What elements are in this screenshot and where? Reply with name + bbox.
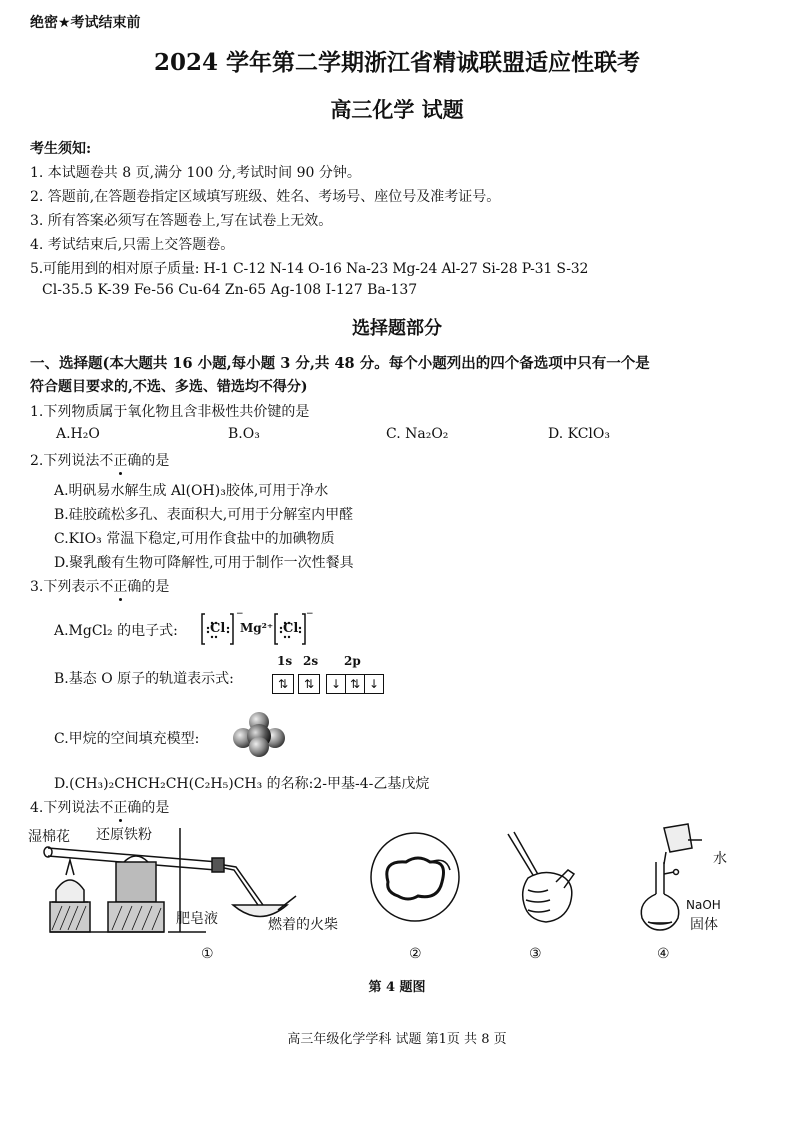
label-burning-match: 燃着的火柴 xyxy=(268,917,338,933)
q2-option-a: A.明矾易水解生成 Al(OH)₃胶体,可用于净水 xyxy=(54,483,329,499)
q1-option-d: D. KClO₃ xyxy=(548,426,610,442)
question-2-stem xyxy=(30,450,169,470)
notice-item: 1. 本试题卷共 8 页,满分 100 分,考试时间 90 分钟。 xyxy=(30,165,361,181)
orbital-box-2p-1: ↓ xyxy=(326,674,346,694)
notice-item: Cl-35.5 K-39 Fe-56 Cu-64 Zn-65 Ag-108 I-127 Ba-137 xyxy=(42,282,418,298)
notice-item: 5.可能用到的相对原子质量: H-1 C-12 N-14 O-16 Na-23 Mg-24 Al-27 Si-28 P-31 S-32 xyxy=(30,261,589,277)
stem-text: 的是 xyxy=(141,453,170,469)
orbital-box-2p-3: ↓ xyxy=(364,674,384,694)
chlorine-symbol: Cl xyxy=(283,621,299,636)
notice-item: 3. 所有答案必须写在答题卷上,写在试卷上无效。 xyxy=(30,213,333,229)
q2-option-b: B.硅胶疏松多孔、表面积大,可用于分解室内甲醛 xyxy=(54,507,354,523)
figure-marker-2: ② xyxy=(409,946,422,962)
question-3-stem xyxy=(30,576,169,596)
orbital-box-1s: ⇅ xyxy=(272,674,294,694)
label-wet-cotton: 湿棉花 xyxy=(28,829,70,845)
orbital-label-2s: 2s xyxy=(303,654,319,668)
question-1-stem: 1.下列物质属于氧化物且含非极性共价键的是 xyxy=(30,404,310,420)
stem-text: 3.下列表示 xyxy=(30,579,100,595)
notice-item: 2. 答题前,在答题卷指定区域填写班级、姓名、考场号、座位号及准考证号。 xyxy=(30,189,501,205)
exam-subtitle: 高三化学 试题 xyxy=(330,97,464,122)
svg-text:−: − xyxy=(236,609,244,619)
q1-option-b: B.O₃ xyxy=(228,426,260,442)
figure-marker-1: ① xyxy=(201,946,214,962)
orbital-box-2s: ⇅ xyxy=(298,674,320,694)
figure-caption: 第 4 题图 xyxy=(368,980,426,995)
q3-option-a: A.MgCl₂ 的电子式: xyxy=(54,623,178,639)
label-iron-powder: 还原铁粉 xyxy=(96,827,152,843)
stem-text: 4.下列说法 xyxy=(30,800,100,816)
methane-model xyxy=(230,710,288,758)
orbital-label-2p: 2p xyxy=(344,654,361,668)
magnesium-ion: Mg²⁺ xyxy=(240,621,274,635)
q2-option-d: D.聚乳酸有生物可降解性,可用于制作一次性餐具 xyxy=(54,555,354,571)
section-intro: 一、选择题(本大题共 16 小题,每小题 3 分,共 48 分。每个小题列出的四个备选项中只有一个是 xyxy=(30,355,650,372)
apparatus-2-drawing xyxy=(368,830,462,924)
exam-title: 2024 学年第二学期浙江省精诚联盟适应性联考 xyxy=(153,49,641,76)
stem-text: 的是 xyxy=(141,800,170,816)
q2-option-c: C.KIO₃ 常温下稳定,可用作食盐中的加碘物质 xyxy=(54,531,335,547)
notice-item: 4. 考试结束后,只需上交答题卷。 xyxy=(30,237,235,253)
label-water: 水 xyxy=(713,851,727,867)
electron-formula xyxy=(200,609,314,647)
label-solid: 固体 xyxy=(690,917,718,933)
label-naoh: NaOH xyxy=(686,898,721,912)
confidential-label: 绝密★考试结束前 xyxy=(30,15,141,31)
svg-text:−: − xyxy=(306,609,314,619)
label-soap-solution: 肥皂液 xyxy=(176,911,218,927)
apparatus-3-drawing xyxy=(498,828,582,928)
stem-text: 2.下列说法 xyxy=(30,453,100,469)
figure-marker-4: ④ xyxy=(657,946,670,962)
q3-option-b: B.基态 O 原子的轨道表示式: xyxy=(54,671,234,687)
notice-heading: 考生须知: xyxy=(30,141,92,157)
chlorine-symbol: Cl xyxy=(210,621,226,636)
hydrogen-atom xyxy=(249,737,269,757)
orbital-box-2p-2: ⇅ xyxy=(345,674,365,694)
emphasis-text: 不正确 xyxy=(99,576,141,596)
emphasis-text: 不正确 xyxy=(99,450,141,470)
orbital-label-1s: 1s xyxy=(277,654,293,668)
q1-option-a: A.H₂O xyxy=(56,426,100,442)
q3-option-d: D.(CH₃)₂CHCH₂CH(C₂H₅)CH₃ 的名称:2-甲基-4-乙基戊烷 xyxy=(54,776,430,792)
q3-option-c: C.甲烷的空间填充模型: xyxy=(54,731,200,747)
page-footer: 高三年级化学学科 试题 第1页 共 8 页 xyxy=(287,1032,507,1047)
figure-marker-3: ③ xyxy=(529,946,542,962)
emphasis-text: 不正确 xyxy=(99,797,141,817)
stem-text: 的是 xyxy=(141,579,170,595)
section-intro: 符合题目要求的,不选、多选、错选均不得分) xyxy=(30,379,308,395)
q1-option-c: C. Na₂O₂ xyxy=(386,426,449,442)
section-title: 选择题部分 xyxy=(352,318,442,339)
question-4-stem xyxy=(30,797,169,817)
